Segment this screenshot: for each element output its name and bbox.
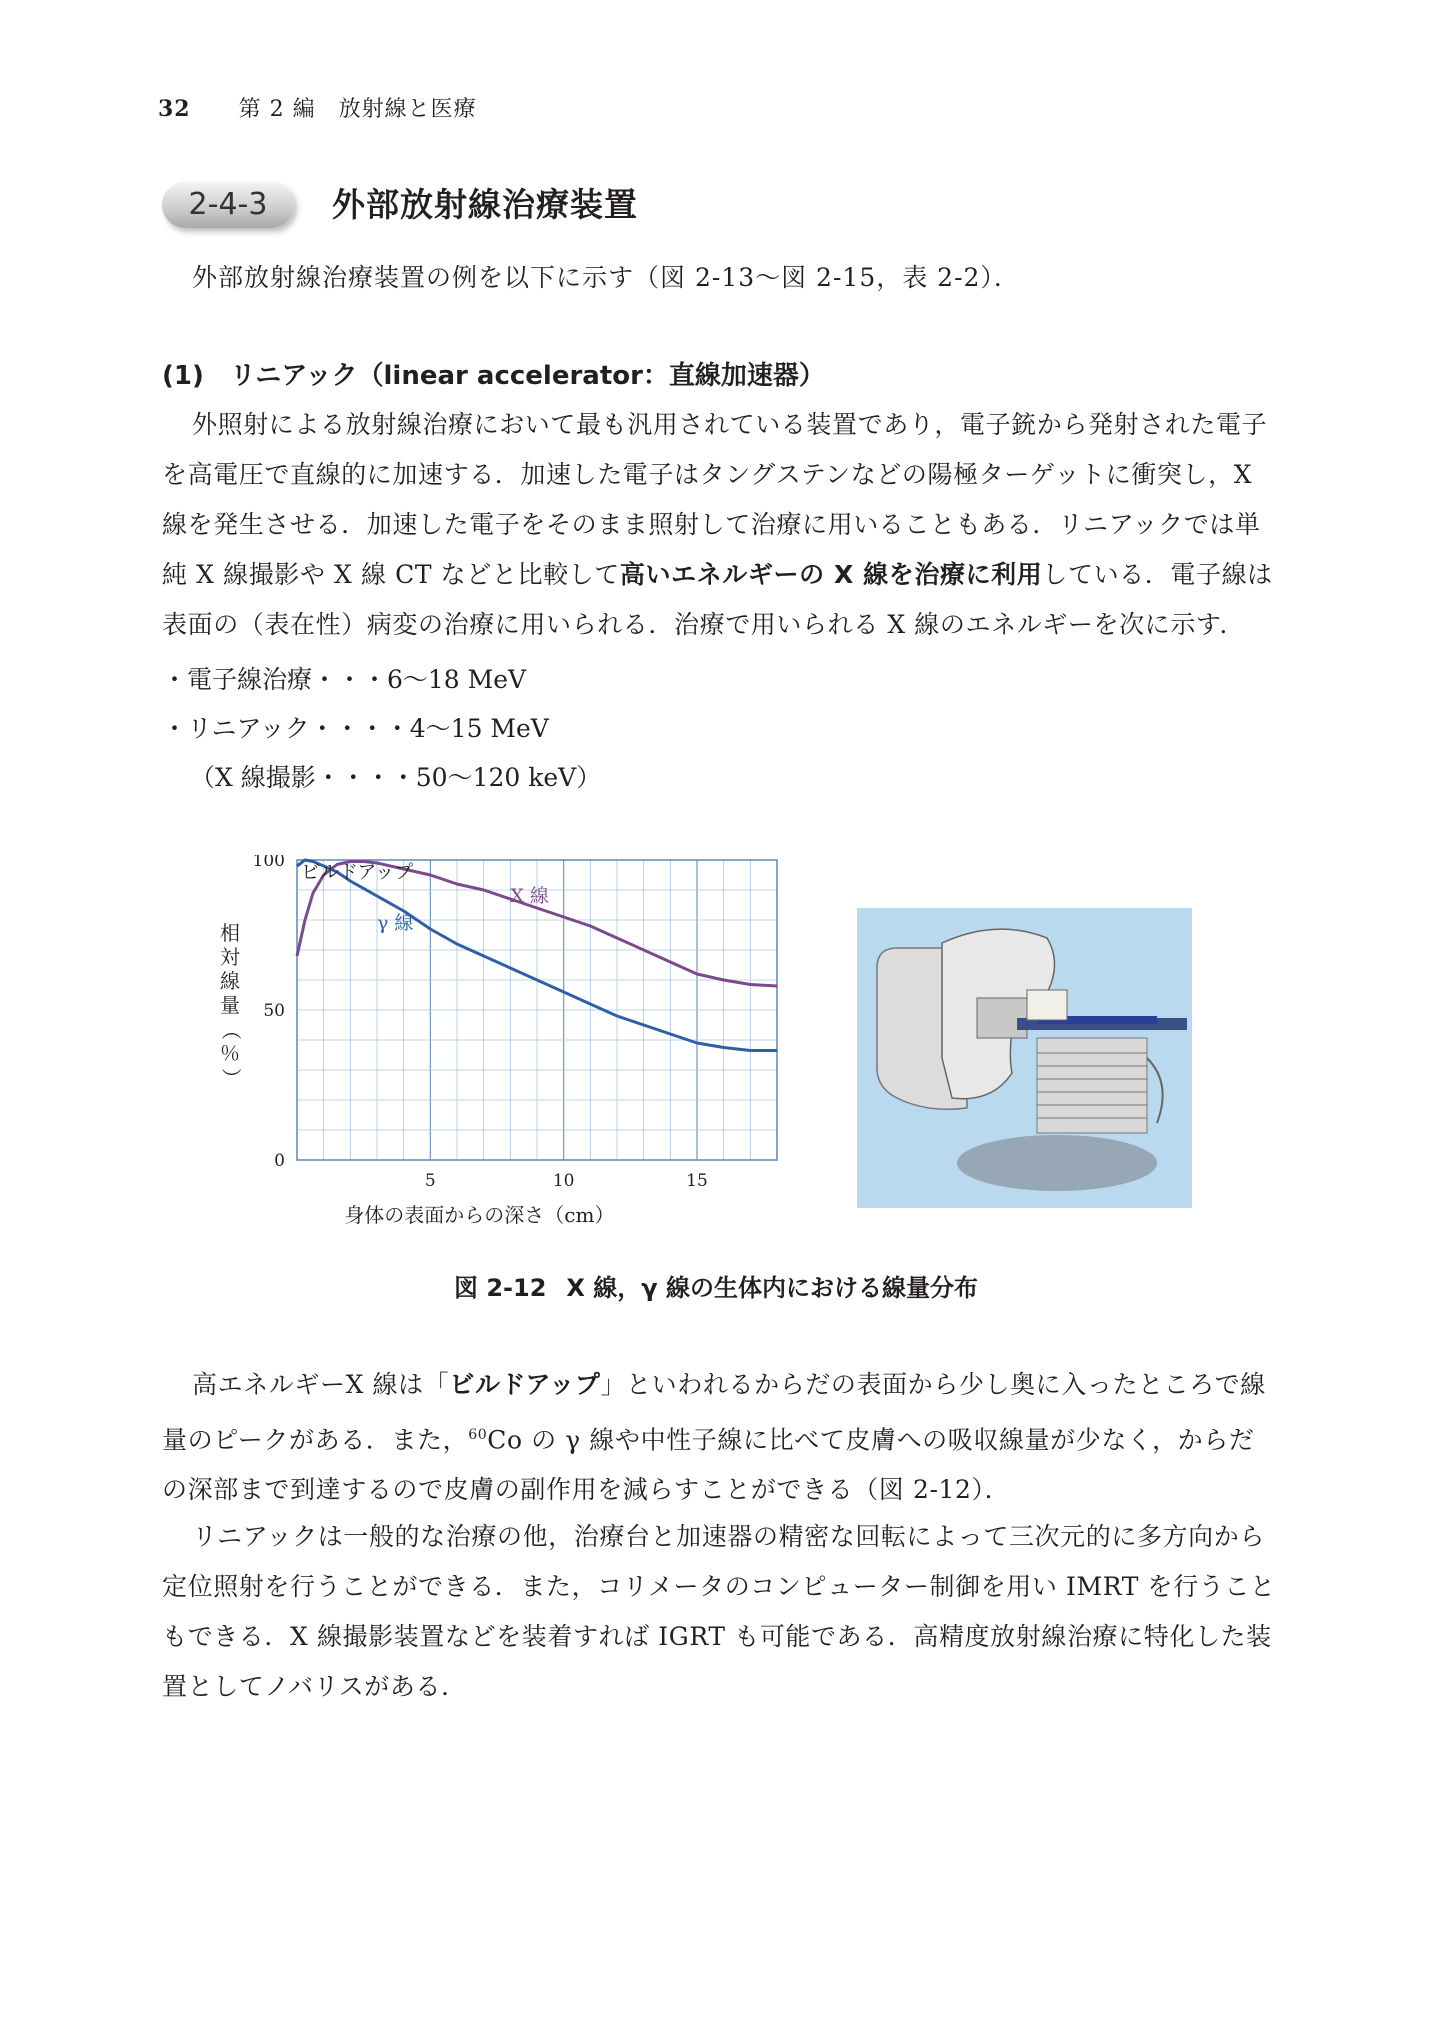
list-item: ・電子線治療・・・6〜18 MeV (162, 665, 527, 694)
x-tick-label: 10 (552, 1171, 575, 1191)
section-heading (162, 170, 862, 240)
figure-number: 図 2-12 (454, 1274, 547, 1302)
paragraph-line: を高電圧で直線的に加速する．加速した電子はタングステンなどの陽極ターゲットに衝突し，X (162, 460, 1253, 489)
paragraph-line: 表面の（表在性）病変の治療に用いられる．治療で用いられる X 線のエネルギーを次に示す． (162, 610, 1246, 639)
paragraph-line: 外照射による放射線治療において最も汎用されている装置であり，電子銃から発射された電子 (192, 410, 1268, 439)
isotope-mass-number: 60 (468, 1427, 488, 1443)
list-item: （X 線撮影・・・・50〜120 keV） (190, 763, 602, 792)
y-tick-label: 100 (252, 855, 285, 871)
y-label-char: 対 (220, 945, 240, 969)
list-item: ・リニアック・・・・4〜15 MeV (162, 714, 549, 743)
y-label-char: 線 (220, 969, 240, 993)
section-title: 外部放射線治療装置 (332, 185, 638, 224)
y-tick-label: 50 (263, 1001, 285, 1021)
series-label-0: X 線 (510, 885, 549, 907)
subsection-heading (162, 355, 825, 392)
paragraph-line: の深部まで到達するので皮膚の副作用を減らすことができる（図 2-12）． (162, 1475, 1011, 1505)
paragraph-line: 定位照射を行うことができる．また，コリメータのコンピューター制御を用い IMRT を行うこと (162, 1572, 1276, 1601)
paragraph-line: 純 X 線撮影や X 線 CT などと比較して高いエネルギーの X 線を治療に利用している．電子線は (162, 560, 1273, 589)
y-label-char: （ (219, 1020, 243, 1040)
linac-illustration (857, 908, 1192, 1208)
paragraph-line: 高エネルギーX 線は「ビルドアップ」といわれるからだの表面から少し奥に入ったところで線 (192, 1370, 1266, 1399)
y-label-char: ） (219, 1068, 243, 1088)
x-tick-label: 5 (424, 1171, 436, 1191)
running-head (158, 92, 477, 123)
intro-text: 外部放射線治療装置の例を以下に示す（図 2-13〜図 2-15，表 2-2）． (192, 263, 1020, 292)
paragraph-line: もできる．X 線撮影装置などを装着すれば IGRT も可能である．高精度放射線治療に特化した装 (162, 1622, 1272, 1651)
y-tick-label: 0 (274, 1151, 285, 1171)
chart-svg (215, 855, 815, 1255)
paragraph-buildup (162, 1360, 1272, 1515)
series-label-1: γ 線 (377, 912, 414, 934)
linac-photo (857, 908, 1192, 1208)
emphasis-text: ビルドアップ (449, 1370, 601, 1399)
paragraph-line: リニアックは一般的な治療の他，治療台と加速器の精密な回転によって三次元的に多方向から (192, 1522, 1265, 1551)
running-head-title: 第 2 編 放射線と医療 (238, 97, 477, 122)
paragraph-linac-features (162, 1512, 1276, 1712)
y-axis-label (219, 921, 243, 1088)
x-tick-label: 15 (686, 1171, 708, 1191)
annotation-buildup: ビルドアップ (301, 861, 414, 883)
page-number: 32 (158, 96, 191, 122)
subsection-number: (1) (162, 361, 204, 391)
figure-caption-text: X 線，γ 線の生体内における線量分布 (566, 1274, 978, 1302)
y-label-char: 量 (220, 993, 240, 1017)
paragraph-line: 置としてノバリスがある． (162, 1672, 467, 1701)
emphasis-text: 高いエネルギーの X 線を治療に利用 (619, 560, 1043, 589)
energy-list (162, 655, 601, 802)
y-label-char: 相 (220, 921, 240, 945)
dose-distribution-chart (215, 855, 815, 1255)
paragraph-line: 量のピークがある．また，$^{60}$Co の γ 線や中性子線に比べて皮膚への吸収線量が少なく，からだ (162, 1425, 1255, 1455)
paragraph-line: 線を発生させる．加速した電子をそのまま照射して治療に用いることもある．リニアックでは単 (162, 510, 1261, 539)
subsection-title: リニアック（linear accelerator：直線加速器） (229, 361, 825, 391)
paragraph-linac-description (162, 400, 1272, 650)
y-label-char: ％ (220, 1041, 240, 1065)
section-number-badge: 2-4-3 (162, 182, 294, 228)
figure-caption (0, 1268, 1432, 1303)
x-axis-label: 身体の表面からの深さ（cm） (344, 1203, 615, 1227)
